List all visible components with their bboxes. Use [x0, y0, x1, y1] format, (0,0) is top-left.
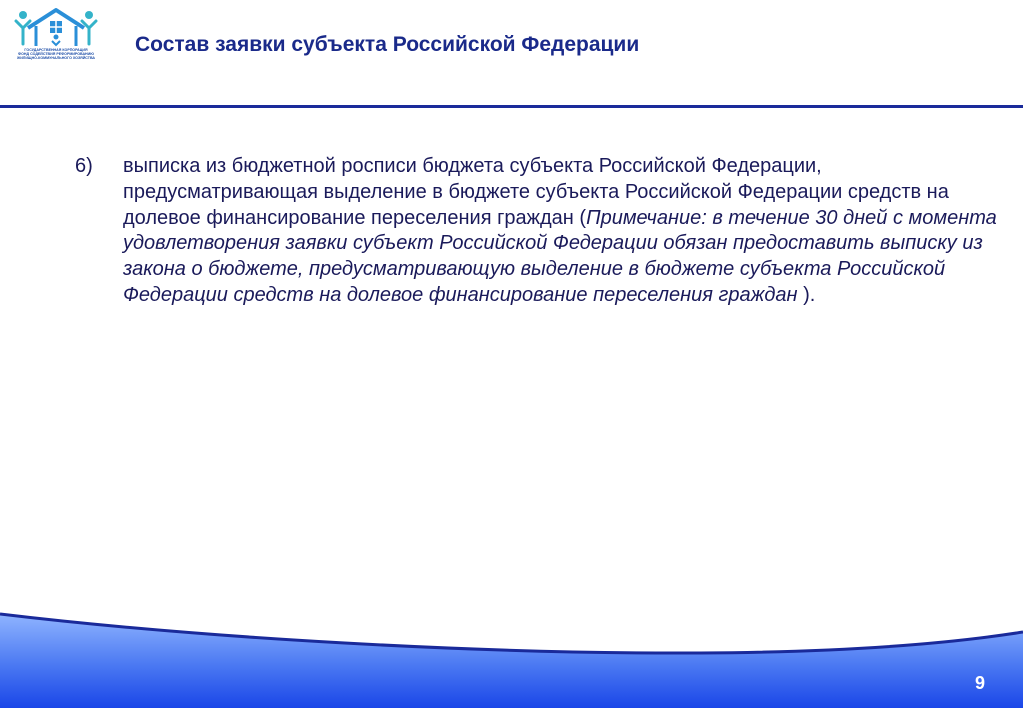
note-open-paren: (: [579, 206, 587, 229]
logo-emblem-icon: [14, 6, 98, 48]
header-divider: [0, 105, 1023, 108]
footer-wave: [0, 600, 1023, 708]
corporation-logo: [14, 6, 98, 68]
note-close: ).: [797, 283, 816, 306]
page-title: Состав заявки субъекта Российской Федерации: [135, 33, 640, 56]
logo-caption-line: ФОНД СОДЕЙСТВИЯ РЕФОРМИРОВАНИЮ: [18, 52, 94, 57]
list-item-number: 6): [75, 155, 93, 177]
list-item-body: [123, 154, 1018, 309]
logo-caption-line: ЖИЛИЩНО-КОММУНАЛЬНОГО ХОЗЯЙСТВА: [16, 56, 96, 61]
list-item-text: выписка из бюджетной росписи бюджета субъекта Российской Федерации, предусматривающая выделение в бюджете субъекта Российской Федерации средств на долевое финансирование переселения граждан: [123, 155, 949, 229]
logo-caption-line: ГОСУДАРСТВЕННАЯ КОРПОРАЦИЯ: [24, 48, 88, 52]
page-number: 9: [974, 673, 985, 693]
logo-caption: [14, 48, 98, 61]
list-item-note: Примечание: в течение 30 дней с момента удовлетворения заявки субъект Российской Федерации обязан предоставить выписку из закона о бюджете, предусматривающую выделение в бюджете субъекта Российской Федерации средств на долевое финансирование переселения граждан: [123, 206, 997, 306]
